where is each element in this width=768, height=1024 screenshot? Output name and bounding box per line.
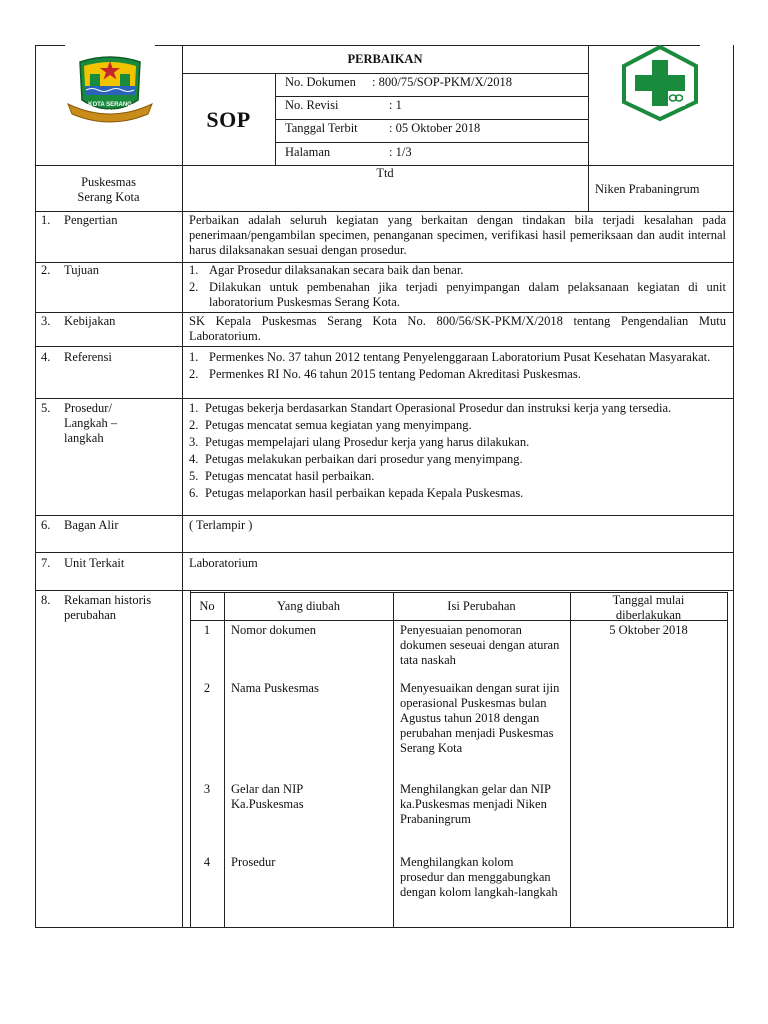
prosedur-label-line2: Langkah – [64, 416, 118, 430]
section-num-tujuan: 2. [41, 263, 51, 277]
section-num-pengertian: 1. [41, 213, 51, 227]
rekaman-label-line1: Rekaman historis [64, 593, 152, 607]
meta-line-1 [275, 96, 588, 97]
puskesmas-cross-icon [617, 44, 703, 122]
org-name-line1: Puskesmas [81, 175, 136, 189]
hist-row-1-tgl: 5 Oktober 2018 [609, 623, 688, 637]
section-num-kebijakan: 3. [41, 314, 51, 328]
section-label-kebijakan: Kebijakan [64, 314, 116, 328]
hist-header-no: No [199, 599, 215, 613]
frame-bottom [35, 927, 734, 928]
frame-right [733, 45, 734, 927]
hist-row-4-yang: Prosedur [231, 855, 276, 869]
list-item: 4. Petugas melakukan perbaikan dari prosedur yang menyimpang. [189, 452, 523, 466]
prosedur-list [189, 401, 726, 501]
section-label-bagan: Bagan Alir [64, 518, 119, 532]
signer-name: Niken Prabaningrum [595, 182, 700, 196]
hist-row-1-isi: Penyesuaian penomoran dokumen seseuai dengan aturan tata naskah [400, 623, 560, 667]
hist-header-isi: Isi Perubahan [447, 599, 516, 613]
sep-3 [35, 346, 734, 347]
hist-col-2 [393, 592, 394, 927]
hist-row-3-yang: Gelar dan NIP Ka.Puskesmas [231, 782, 304, 811]
hist-row-3-no: 3 [203, 782, 211, 796]
sign-bottom [35, 211, 734, 212]
list-item: 6. Petugas melaporkan hasil perbaikan kepada Kepala Puskesmas. [189, 486, 524, 500]
prosedur-label-line3: langkah [64, 431, 104, 445]
section-num-bagan: 6. [41, 518, 51, 532]
meta-value-revisi: : 1 [389, 98, 402, 112]
sign-divider [588, 165, 589, 211]
section-label-unit: Unit Terkait [64, 556, 125, 570]
list-item: 1. Petugas bekerja berdasarkan Standart Operasional Prosedur dan instruksi kerja yang tersedia. [189, 401, 672, 415]
hist-row-2-yang: Nama Puskesmas [231, 681, 319, 695]
hist-col-3 [570, 592, 571, 927]
list-item: 1. Permenkes No. 37 tahun 2012 tentang Penyelenggaraan Laboratorium Pusat Kesehatan Masyarakat. [189, 350, 711, 364]
sep-7 [35, 590, 734, 591]
title-underline [182, 73, 588, 74]
hist-col-left [190, 590, 191, 927]
meta-line-3 [275, 142, 588, 143]
list-item: 5. Petugas mencatat hasil perbaikan. [189, 469, 375, 483]
section-label-prosedur [64, 401, 117, 446]
hist-col-right [727, 592, 728, 927]
list-item: 1. Agar Prosedur dilaksanakan secara baik dan benar. [189, 263, 464, 277]
section-label-pengertian: Pengertian [64, 213, 118, 227]
list-item: 2. Permenkes RI No. 46 tahun 2015 tentang Pedoman Akreditasi Puskesmas. [189, 367, 581, 381]
section-label-referensi: Referensi [64, 350, 112, 364]
section-num-referensi: 4. [41, 350, 51, 364]
puskesmas-logo [617, 44, 703, 122]
header-divider-right [588, 45, 589, 165]
sep-6 [35, 552, 734, 553]
meta-label-terbit: Tanggal Terbit [285, 121, 358, 135]
meta-label-revisi: No. Revisi [285, 98, 339, 112]
meta-label-dokumen: No. Dokumen [285, 75, 356, 89]
hist-col-1 [224, 592, 225, 927]
logo-ribbon-subtext: MADANI [100, 109, 120, 115]
meta-label-halaman: Halaman [285, 145, 331, 159]
sop-label: SOP [206, 107, 251, 132]
hist-header-tgl [570, 593, 727, 623]
hist-header-tgl-line2: diberlakukan [615, 608, 682, 622]
section-text-unit: Laboratorium [189, 556, 258, 570]
rekaman-label-line2: perubahan [64, 608, 117, 622]
meta-value-halaman: : 1/3 [389, 145, 412, 159]
org-name [35, 175, 182, 205]
hist-row-1-no: 1 [203, 623, 211, 637]
sep-4 [35, 398, 734, 399]
section-text-kebijakan: SK Kepala Puskesmas Serang Kota No. 800/56/SK-PKM/X/2018 tentang Pengendalian Mutu Laboratorium. [189, 314, 726, 343]
frame-top-left [35, 45, 65, 46]
tujuan-list [189, 263, 726, 310]
hist-header-yang: Yang diubah [277, 599, 340, 613]
city-logo [64, 52, 156, 124]
list-item: 2. Petugas mencatat semua kegiatan yang menyimpang. [189, 418, 472, 432]
meta-value-dokumen: : 800/75/SOP-PKM/X/2018 [372, 75, 512, 89]
logo-ribbon-text: KOTA SERANG [88, 102, 132, 108]
document-title: PERBAIKAN [347, 52, 423, 66]
hist-row-4-isi: Menghilangkan kolom prosedur dan menggabungkan dengan kolom langkah-langkah [400, 855, 558, 899]
meta-value-terbit: : 05 Oktober 2018 [389, 121, 481, 135]
hist-header-tgl-line1: Tanggal mulai [612, 593, 685, 607]
sep-5 [35, 515, 734, 516]
section-label-rekaman [64, 593, 151, 623]
hist-row-1-yang: Nomor dokumen [231, 623, 317, 637]
hist-row-4-no: 4 [203, 855, 211, 869]
hist-row-2-no: 2 [203, 681, 211, 695]
section-text-pengertian: Perbaikan adalah seluruh kegiatan yang berkaitan dengan tindakan bila terjadi kesalahan pada penerimaan/pengambilan specimen, penanganan specimen, verifikasi hasil pemeriksaan dan audit internal harus dilaksanakan sesuai dengan prosedur. [189, 213, 726, 257]
hist-row-2-isi: Menyesuaikan dengan surat ijin operasional Puskesmas bulan Agustus tahun 2018 dengan perubahan menjadi Puskesmas Serang Kota [400, 681, 560, 755]
section-label-tujuan: Tujuan [64, 263, 99, 277]
section-text-bagan: ( Terlampir ) [189, 518, 253, 532]
meta-line-2 [275, 119, 588, 120]
section-num-rekaman: 8. [41, 593, 51, 607]
section-num-prosedur: 5. [41, 401, 51, 415]
list-item: 2. Dilakukan untuk pembenahan jika terjadi penyimpangan dalam pelaksanaan kegiatan di unit laboratorium Puskesmas Serang Kota. [189, 280, 726, 309]
list-item: 3. Petugas mempelajari ulang Prosedur kerja yang harus dilakukan. [189, 435, 530, 449]
signature-ttd: Ttd [376, 166, 394, 180]
hist-row-3-isi: Menghilangkan gelar dan NIP ka.Puskesmas menjadi Niken Prabaningrum [400, 782, 551, 826]
prosedur-label-line1: Prosedur/ [64, 401, 112, 415]
sep-2 [35, 312, 734, 313]
referensi-list [189, 350, 726, 382]
section-num-unit: 7. [41, 556, 51, 570]
org-name-line2: Serang Kota [77, 190, 140, 204]
